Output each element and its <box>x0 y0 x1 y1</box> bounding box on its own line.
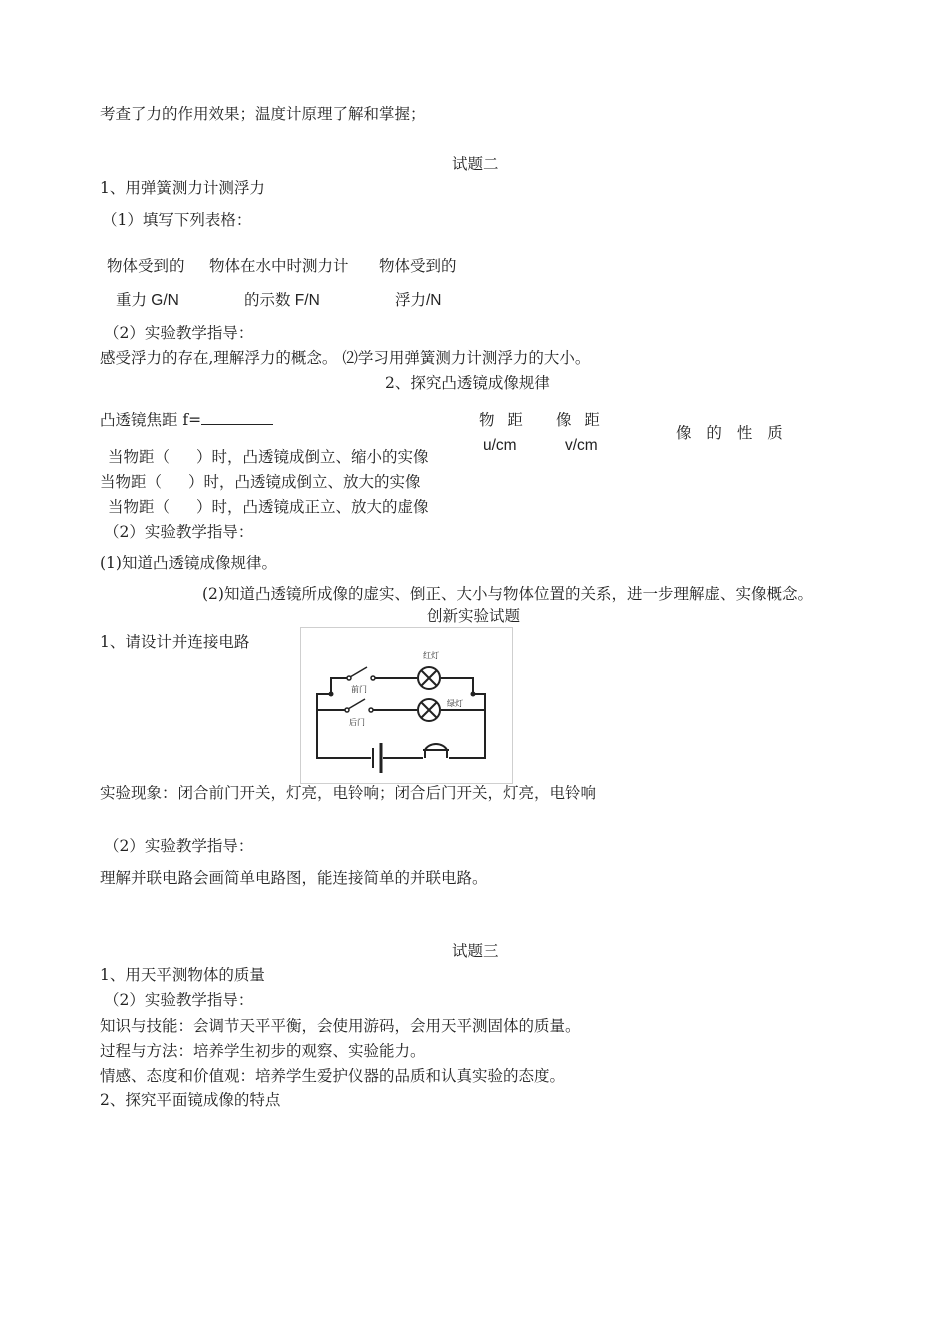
table-header-buoyancy-2: 浮力/N <box>395 292 442 309</box>
wire-top-right <box>441 678 473 694</box>
circuit-svg <box>301 628 512 783</box>
focal-label: 凸透镜焦距 f= <box>100 411 202 429</box>
back-door-label: 后门 <box>349 718 365 727</box>
back-door-switch <box>345 699 373 712</box>
focal-blank[interactable] <box>201 410 273 425</box>
junction-dot <box>329 692 334 697</box>
focal-length-line <box>100 410 273 430</box>
exam3-q1-title: 1、用天平测物体的质量 <box>100 966 265 984</box>
circuit-diagram <box>300 627 513 784</box>
guide-text-a: 感受浮力的存在,理解浮力的概念。 <box>100 349 338 367</box>
exam2-guide-label: （2）实验教学指导： <box>104 324 254 342</box>
wire-bottom-right <box>449 710 485 758</box>
innovation-phenomenon: 实验现象：闭合前门开关，灯亮，电铃响；闭合后门开关，灯亮，电铃响 <box>100 784 597 802</box>
exam2-guide2-item1: (1)知道凸透镜成像规律。 <box>100 554 277 572</box>
table-header-reading-1: 物体在水中时测力计 <box>209 257 349 275</box>
exam2-q2-title: 2、探究凸透镜成像规律 <box>385 374 550 392</box>
innovation-title: 创新实验试题 <box>427 607 521 625</box>
innovation-guide-text: 理解并联电路会画简单电路图，能连接简单的并联电路。 <box>100 869 488 887</box>
col-image-distance: 像 距 <box>556 411 604 429</box>
guide-text-b: ⑵学习用弹簧测力计测浮力的大小。 <box>342 349 591 367</box>
lens-rule-3: 当物距（ ）时，凸透镜成正立、放大的虚像 <box>108 498 429 516</box>
red-lamp-icon <box>418 667 440 689</box>
green-light-label: 绿灯 <box>447 699 463 708</box>
col-image-unit: v/cm <box>565 437 598 454</box>
table-header-gravity-1: 物体受到的 <box>107 257 185 275</box>
green-lamp-icon <box>418 699 440 721</box>
bell-icon <box>423 744 449 758</box>
exam3-line1: 知识与技能：会调节天平平衡，会使用游码，会用天平测固体的质量。 <box>100 1017 581 1035</box>
exam2-title: 试题二 <box>452 155 499 173</box>
junction-dot <box>471 692 476 697</box>
red-light-label: 红灯 <box>423 651 439 660</box>
innovation-q1-title: 1、请设计并连接电路 <box>100 633 250 651</box>
exam3-q2-title: 2、探究平面镜成像的特点 <box>100 1091 281 1109</box>
intro-line: 考查了力的作用效果；温度计原理了解和掌握； <box>100 105 426 123</box>
exam3-line2: 过程与方法：培养学生初步的观察、实验能力。 <box>100 1042 426 1060</box>
exam3-title: 试题三 <box>452 942 499 960</box>
col-object-distance: 物 距 <box>479 411 527 429</box>
col-object-unit: u/cm <box>483 437 517 454</box>
table-header-reading-2: 的示数 F/N <box>244 292 320 309</box>
table-header-buoyancy-1: 物体受到的 <box>379 257 457 275</box>
wire-top <box>331 678 347 694</box>
front-door-switch <box>347 667 375 680</box>
exam2-guide2-item2: (2)知道凸透镜所成像的虚实、倒正、大小与物体位置的关系，进一步理解虚、实像概念。 <box>202 585 813 603</box>
table-header-gravity-2: 重力 G/N <box>116 292 179 309</box>
battery-icon <box>373 743 381 773</box>
exam2-q1-sub: （1）填写下列表格： <box>102 211 252 229</box>
exam3-line3: 情感、态度和价值观：培养学生爱护仪器的品质和认真实验的态度。 <box>100 1067 566 1085</box>
innovation-guide-label: （2）实验教学指导： <box>104 837 254 855</box>
exam2-guide-text <box>100 348 590 368</box>
lens-rule-2: 当物距（ ）时，凸透镜成倒立、放大的实像 <box>100 473 421 491</box>
exam2-guide2-label: （2）实验教学指导： <box>104 523 254 541</box>
exam3-guide-label: （2）实验教学指导： <box>104 991 254 1009</box>
exam2-q1-title: 1、用弹簧测力计测浮力 <box>100 179 265 197</box>
col-image-nature: 像 的 性 质 <box>676 424 788 442</box>
lens-rule-1: 当物距（ ）时，凸透镜成倒立、缩小的实像 <box>108 448 429 466</box>
front-door-label: 前门 <box>351 685 367 694</box>
